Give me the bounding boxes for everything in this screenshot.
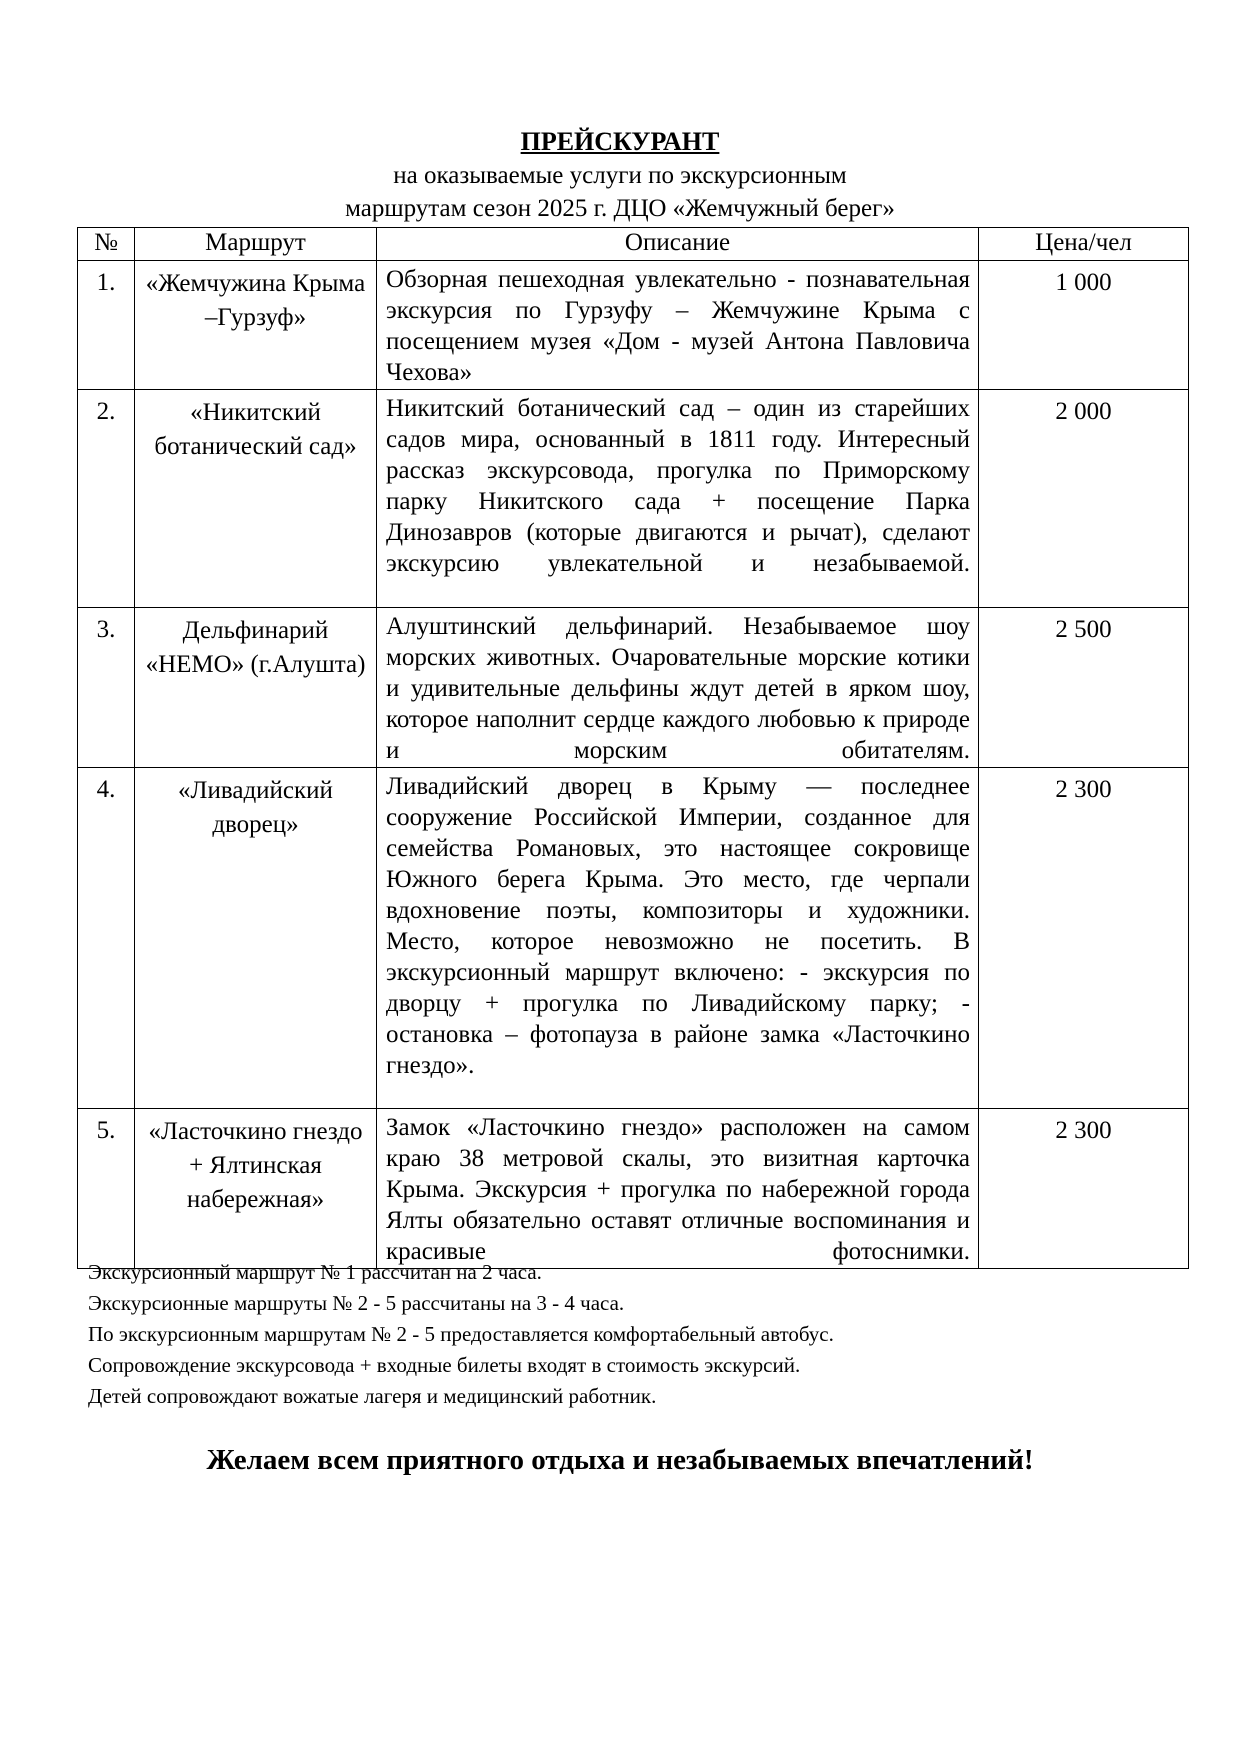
row-num: 5. (78, 1109, 135, 1269)
table-row (78, 768, 1189, 1109)
note-line: Экскурсионные маршруты № 2 - 5 рассчитаны на 3 - 4 часа. (88, 1291, 625, 1315)
row-description: Обзорная пешеходная увлекательно - познавательная экскурсия по Гурзуфу – Жемчужине Крыма с посещением музея «Дом - музей Антона Павловича Чехова» (377, 261, 979, 390)
row-price: 2 300 (979, 768, 1189, 1109)
header-route: Маршрут (135, 228, 377, 261)
row-route: «Жемчужина Крыма –Гурзуф» (135, 261, 377, 390)
header-num: № (78, 228, 135, 261)
row-description: Замок «Ласточкино гнездо» расположен на самом краю 38 метровой скалы, это визитная карточка Крыма. Экскурсия + прогулка по набережной города Ялты обязательно оставят отличные воспоминания и красивые фотоснимки. (377, 1109, 979, 1269)
note-line: По экскурсионным маршрутам № 2 - 5 предоставляется комфортабельный автобус. (88, 1322, 834, 1346)
table-row (78, 608, 1189, 768)
price-table (77, 227, 1189, 1269)
note-line: Сопровождение экскурсовода + входные билеты входят в стоимость экскурсий. (88, 1353, 801, 1377)
header-description: Описание (377, 228, 979, 261)
table-row (78, 261, 1189, 390)
note-line: Экскурсионный маршрут № 1 рассчитан на 2 часа. (88, 1260, 542, 1284)
row-price: 2 300 (979, 1109, 1189, 1269)
notes-block (88, 1257, 834, 1412)
row-price: 2 000 (979, 390, 1189, 608)
subtitle-line-2: маршрутам сезон 2025 г. ДЦО «Жемчужный берег» (345, 195, 895, 222)
row-description: Ливадийский дворец в Крыму — последнее сооружение Российской Империи, созданное для семейства Романовых, это настоящее сокровище Южного берега Крыма. Это место, где черпали вдохновение поэты, композиторы и художники. Место, которое невозможно не посетить. В экскурсионный маршрут включено: - экскурсия по дворцу + прогулка по Ливадийскому парку; - остановка – фотопауза в районе замка «Ласточкино гнездо». (377, 768, 979, 1109)
header-price: Цена/чел (979, 228, 1189, 261)
row-price: 1 000 (979, 261, 1189, 390)
table-header-row (78, 228, 1189, 261)
row-num: 2. (78, 390, 135, 608)
row-route: Дельфинарий «НЕМО» (г.Алушта) (135, 608, 377, 768)
row-route: «Никитский ботанический сад» (135, 390, 377, 608)
note-line: Детей сопровождают вожатые лагеря и медицинский работник. (88, 1384, 657, 1408)
closing-wish: Желаем всем приятного отдыха и незабываемых впечатлений! (206, 1444, 1034, 1476)
document-title: ПРЕЙСКУРАНТ (520, 127, 720, 156)
row-route: «Ласточкино гнездо + Ялтинская набережная» (135, 1109, 377, 1269)
row-num: 3. (78, 608, 135, 768)
row-route: «Ливадийский дворец» (135, 768, 377, 1109)
row-num: 1. (78, 261, 135, 390)
subtitle-line-1: на оказываемые услуги по экскурсионным (393, 162, 847, 189)
row-price: 2 500 (979, 608, 1189, 768)
table-row (78, 390, 1189, 608)
row-description: Никитский ботанический сад – один из старейших садов мира, основанный в 1811 году. Интересный рассказ экскурсовода, прогулка по Приморскому парку Никитского сада + посещение Парка Динозавров (которые двигаются и рычат), сделают экскурсию увлекательной и незабываемой. (377, 390, 979, 608)
row-description: Алуштинский дельфинарий. Незабываемое шоу морских животных. Очаровательные морские котики и удивительные дельфины ждут детей в ярком шоу, которое наполнит сердце каждого любовью к природе и морским обитателям. (377, 608, 979, 768)
row-num: 4. (78, 768, 135, 1109)
table-row (78, 1109, 1189, 1269)
